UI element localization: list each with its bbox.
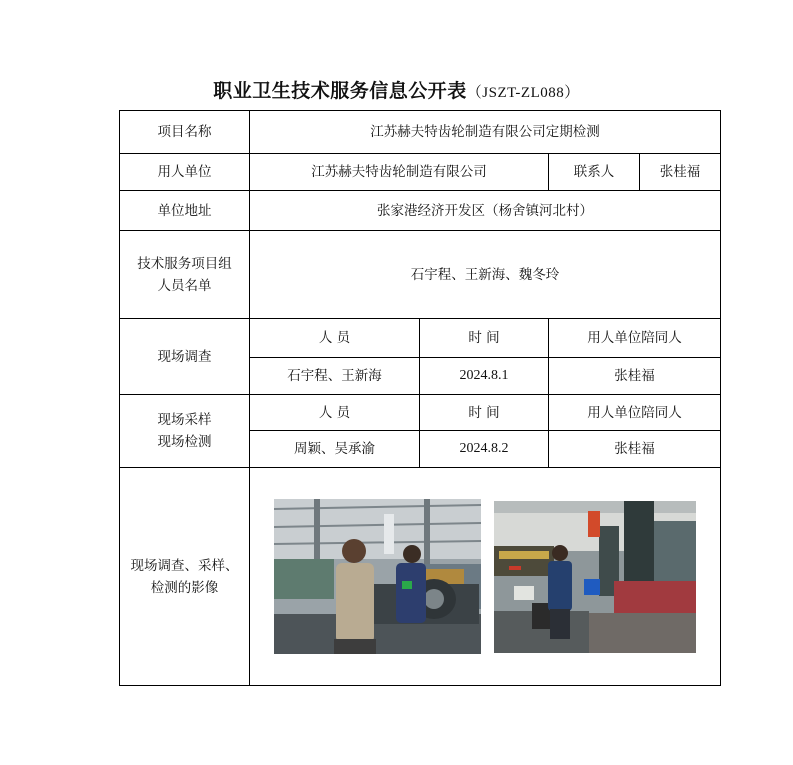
employer-value: 江苏赫夫特齿轮制造有限公司 [250, 154, 549, 191]
sampling-companion: 张桂福 [549, 431, 721, 468]
sampling-date: 2024.8.2 [420, 431, 549, 468]
page-title [0, 76, 793, 103]
sampling-header-time: 时 间 [420, 395, 549, 431]
row-sampling-header [120, 395, 721, 431]
images-label-line1: 现场调查、采样、 [130, 557, 239, 574]
employer-label: 用人单位 [120, 154, 250, 191]
sampling-header-companion: 用人单位陪同人 [549, 395, 721, 431]
images-label-line2: 检测的影像 [150, 579, 219, 596]
form-code: （JSZT-ZL088） [466, 85, 580, 101]
survey-companion: 张桂福 [549, 358, 721, 395]
sampling-label [120, 395, 250, 468]
images-label [120, 468, 250, 686]
team-value: 石宇程、王新海、魏冬玲 [250, 231, 721, 319]
survey-label: 现场调查 [120, 319, 250, 395]
row-images [120, 468, 721, 686]
sampling-header-people: 人 员 [250, 395, 420, 431]
project-value: 江苏赫夫特齿轮制造有限公司定期检测 [250, 111, 721, 154]
sampling-people: 周颖、吴承渝 [250, 431, 420, 468]
photo-gallery [250, 499, 720, 654]
contact-label: 联系人 [549, 154, 640, 191]
row-survey-header [120, 319, 721, 358]
row-project [120, 111, 721, 154]
contact-value: 张桂福 [640, 154, 721, 191]
title-text: 职业卫生技术服务信息公开表 [213, 80, 467, 102]
survey-header-companion: 用人单位陪同人 [549, 319, 721, 358]
survey-date: 2024.8.1 [420, 358, 549, 395]
info-table [119, 110, 721, 686]
survey-people: 石宇程、王新海 [250, 358, 420, 395]
row-address [120, 191, 721, 231]
sampling-label-line2: 现场检测 [157, 434, 212, 450]
team-label-line2: 人员名单 [157, 277, 212, 294]
project-label: 项目名称 [120, 111, 250, 154]
survey-header-people: 人 员 [250, 319, 420, 358]
sampling-label-line1: 现场采样 [157, 412, 212, 428]
address-value: 张家港经济开发区（杨舍镇河北村） [250, 191, 721, 231]
team-label [120, 231, 250, 319]
row-employer [120, 154, 721, 191]
site-survey-photo [274, 499, 481, 654]
images-cell [250, 468, 721, 686]
row-team [120, 231, 721, 319]
address-label: 单位地址 [120, 191, 250, 231]
survey-header-time: 时 间 [420, 319, 549, 358]
sampling-photo [494, 501, 696, 653]
team-label-line1: 技术服务项目组 [137, 255, 232, 272]
